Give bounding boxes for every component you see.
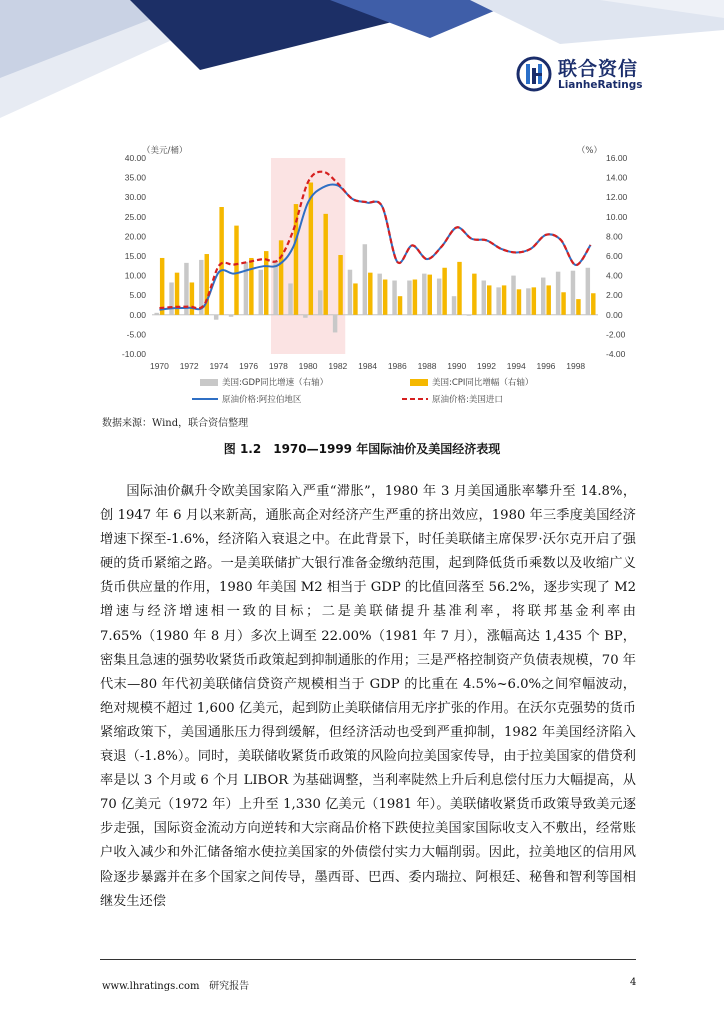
gdp-growth-bar <box>377 274 381 315</box>
gdp-growth-bar <box>333 315 337 333</box>
gdp-growth-bar <box>482 281 486 315</box>
x-tick-label: 1972 <box>179 361 199 371</box>
x-tick-label: 1988 <box>417 361 437 371</box>
x-tick-label: 1978 <box>268 361 288 371</box>
left-tick-label: 10.00 <box>124 270 146 281</box>
gdp-growth-bar <box>526 288 530 314</box>
gdp-growth-bar <box>154 313 158 315</box>
legend-cpi-growth-swatch <box>410 379 428 386</box>
left-tick-label: 40.00 <box>124 153 146 163</box>
cpi-growth-bar <box>309 183 313 315</box>
arab-oil-price-line <box>159 184 590 309</box>
gdp-growth-bar <box>511 276 515 315</box>
left-tick-label: 25.00 <box>124 211 146 222</box>
right-tick-label: 4.00 <box>606 270 623 281</box>
gdp-growth-bar <box>571 271 575 315</box>
x-tick-label: 1984 <box>358 361 378 371</box>
cpi-growth-bar <box>532 287 536 314</box>
x-tick-label: 1982 <box>328 361 348 371</box>
left-tick-label: 35.00 <box>124 172 146 183</box>
right-tick-label: 10.00 <box>606 211 628 222</box>
x-tick-label: 1976 <box>239 361 259 371</box>
gdp-growth-bar <box>541 278 545 315</box>
gdp-growth-bar <box>259 270 263 315</box>
gdp-growth-bar <box>273 261 277 315</box>
cpi-growth-bar <box>472 274 476 315</box>
footer-doc-type: 研究报告 <box>209 981 250 992</box>
right-tick-label: 14.00 <box>606 172 628 183</box>
cpi-growth-bar <box>591 293 595 315</box>
footer-site <box>102 977 249 992</box>
cpi-growth-bar <box>561 292 565 315</box>
cpi-growth-bar <box>368 273 372 315</box>
gdp-growth-bar <box>556 272 560 315</box>
legend-gdp-growth-swatch <box>200 379 218 386</box>
cpi-growth-bar <box>517 289 521 314</box>
x-tick-label: 1986 <box>387 361 407 371</box>
cpi-growth-bar <box>398 296 402 315</box>
left-axis-unit: （美元/桶） <box>142 146 188 156</box>
cpi-growth-bar <box>457 262 461 315</box>
cpi-growth-bar <box>487 285 491 314</box>
figure-caption: 图 1.2 1970—1999 年国际油价及美国经济表现 <box>223 442 501 456</box>
left-tick-label: 0.00 <box>129 309 146 320</box>
gdp-growth-bar <box>467 315 471 316</box>
x-tick-label: 1994 <box>506 361 526 371</box>
cpi-growth-bar <box>323 214 327 315</box>
cpi-growth-bar <box>338 255 342 315</box>
gdp-growth-bar <box>496 287 500 314</box>
x-tick-label: 1996 <box>536 361 556 371</box>
right-tick-label: 6.00 <box>606 251 623 261</box>
right-tick-label: 16.00 <box>606 153 628 163</box>
cpi-growth-bar <box>190 282 194 314</box>
right-tick-label: -4.00 <box>606 349 626 359</box>
left-tick-label: 15.00 <box>124 251 146 261</box>
x-tick-label: 1970 <box>149 361 169 371</box>
cpi-growth-bar <box>353 283 357 314</box>
gdp-growth-bar <box>392 281 396 315</box>
gdp-growth-bar <box>303 315 307 318</box>
brand-logo <box>516 54 646 98</box>
left-tick-label: 20.00 <box>124 231 146 242</box>
oil-price-economy-chart <box>100 140 628 410</box>
x-tick-label: 1980 <box>298 361 318 371</box>
cpi-growth-bar <box>219 207 223 315</box>
legend-us-import-oil-label: 原油价格:美国进口 <box>432 395 503 405</box>
x-tick-label: 1974 <box>209 361 229 371</box>
right-axis-unit: （%） <box>576 146 602 156</box>
gdp-growth-bar <box>363 244 367 315</box>
x-tick-label: 1992 <box>477 361 496 371</box>
right-tick-label: 2.00 <box>606 290 623 301</box>
cpi-growth-bar <box>279 240 283 314</box>
body-paragraph: 国际油价飙升令欧美国家陷入严重“滞胀”，1980 年 3 月美国通胀率攀升至 14.8%，创 1947 年 6 月以来新高，通胀高企对经济产生严重的挤出效应，1980 年三季度美国经济增速下探至-1.6%，经济陷入衰退之中。在此背景下，时任美联储主席保罗·沃尔克开启了强硬的货币紧缩之路。一是美联储扩大银行准备金缴纳范围，起到降低货币乘数以及收缩广义货币供应量的作用，1980 年美国 M2 相当于 GDP 的比值回落至 56.2%，逐步实现了 M2 增速与经济增速相一致的目标；二是美联储提升基准利率，将联邦基金利率由 7.65%（1980 年 8 月）多次上调至 22.00%（1981 年 7 月），涨幅高达 1,435 个 BP，密集且急速的强势收紧货币政策起到抑制通胀的作用；三是严格控制资产负债表规模，70 年代末—80 年代初美联储信贷资产规模相当于 GDP 的比重在 4.5%~6.0%之间窄幅波动，绝对规模不超过 1,600 亿美元，起到防止美联储信用无序扩张的作用。在沃尔克强势的货币紧缩政策下，美国通胀压力得到缓解，但经济活动也受到严重抑制，1982 年美国经济陷入衰退（-1.8%）。同时，美联储收紧货币政策的风险向拉美国家传导，由于拉美国家的借贷利率是以 3 个月或 6 个月 LIBOR 为基础调整，当利率陡然上升后利息偿付压力大幅提高，从 70 亿美元（1972 年）上升至 1,330 亿美元（1981 年）。美联储收紧货币政策导致美元逐步走强，国际资金流动方向逆转和大宗商品价格下跌使拉美国家国际收支入不敷出，经常账户收入减少和外汇储备缩水使拉美国家的外债偿付实力大幅削弱。因此，拉美地区的信用风险逐步暴露并在多个国家之间传导，墨西哥、巴西、委内瑞拉、阿根廷、秘鲁和智利等国相继发生还偿 <box>100 484 636 909</box>
left-tick-label: -5.00 <box>126 329 146 340</box>
right-tick-label: 12.00 <box>606 192 628 203</box>
gdp-growth-bar <box>437 279 441 315</box>
cpi-growth-bar <box>502 285 506 314</box>
gdp-growth-bar <box>348 270 352 315</box>
cpi-growth-bar <box>383 280 387 315</box>
gdp-growth-bar <box>169 282 173 314</box>
gdp-growth-bar <box>214 315 218 320</box>
gdp-growth-bar <box>407 281 411 315</box>
footer-divider <box>100 959 636 960</box>
gdp-growth-bar <box>422 274 426 315</box>
right-tick-label: 8.00 <box>606 231 623 242</box>
left-tick-label: -10.00 <box>121 349 146 359</box>
gdp-growth-bar <box>288 283 292 314</box>
cpi-growth-bar <box>428 275 432 315</box>
cpi-growth-bar <box>249 258 253 315</box>
legend-arab-oil-label: 原油价格:阿拉伯地区 <box>222 395 302 405</box>
cpi-growth-bar <box>546 285 550 314</box>
cpi-growth-bar <box>413 280 417 315</box>
us-import-oil-price-line <box>159 172 590 309</box>
cpi-growth-bar <box>160 258 164 315</box>
legend-gdp-growth-label: 美国:GDP同比增速（右轴） <box>222 378 329 388</box>
left-tick-label: 5.00 <box>129 290 146 301</box>
cpi-growth-bar <box>576 299 580 315</box>
figure-source: 数据来源：Wind，联合资信整理 <box>102 418 249 429</box>
x-tick-label: 1998 <box>566 361 586 371</box>
gdp-growth-bar <box>586 268 590 315</box>
left-tick-label: 30.00 <box>124 192 146 203</box>
brand-name-en: LianheRatings <box>558 79 643 91</box>
legend-cpi-growth-label: 美国:CPI同比增幅（右轴） <box>432 378 534 388</box>
right-tick-label: -2.00 <box>606 329 626 340</box>
x-tick-label: 1990 <box>447 361 467 371</box>
lh-logo-icon <box>516 56 552 92</box>
right-tick-label: 0.00 <box>606 309 623 320</box>
brand-name-cn: 联合资信 <box>558 58 639 80</box>
page-number: 4 <box>630 977 637 988</box>
cpi-growth-bar <box>234 226 238 315</box>
gdp-growth-bar <box>318 290 322 315</box>
gdp-growth-bar <box>452 296 456 315</box>
footer-url[interactable]: www.lhratings.com <box>102 981 200 992</box>
cpi-growth-bar <box>442 268 446 315</box>
gdp-growth-bar <box>229 315 233 317</box>
